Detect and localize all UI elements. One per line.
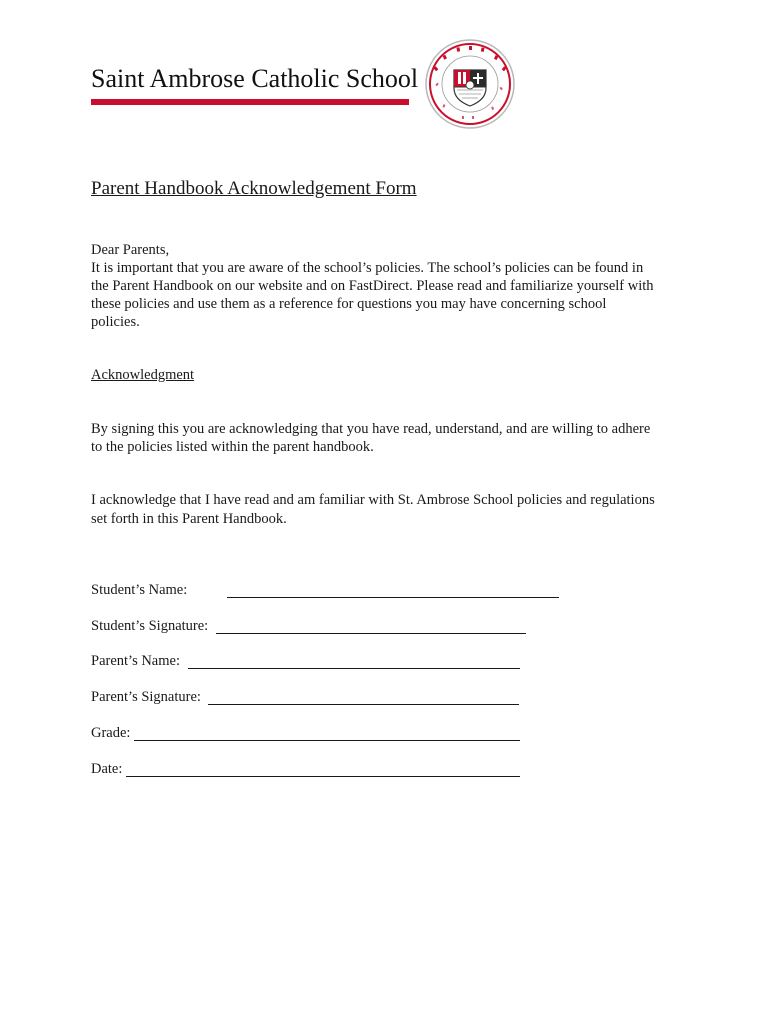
header-rule: [91, 99, 409, 105]
parent-name-field[interactable]: [188, 668, 520, 669]
intro-line: policies.: [91, 314, 140, 330]
student-signature-field[interactable]: [216, 633, 526, 634]
parent-name-label: Parent’s Name:: [91, 653, 180, 669]
school-crest-icon: [424, 38, 516, 130]
parent-signature-field[interactable]: [208, 704, 519, 705]
grade-label: Grade:: [91, 725, 131, 741]
date-label: Date:: [91, 761, 123, 777]
school-name: Saint Ambrose Catholic School: [91, 64, 419, 93]
intro-line: the Parent Handbook on our website and on FastDirect. Please read and familiarize yourself with: [91, 278, 654, 294]
ack-paragraph-line: By signing this you are acknowledging that you have read, understand, and are willing to adhere: [91, 421, 651, 437]
ack-heading: Acknowledgment: [91, 367, 195, 383]
student-signature-label: Student’s Signature:: [91, 618, 209, 634]
student-name-label: Student’s Name:: [91, 582, 188, 598]
date-field[interactable]: [126, 776, 520, 777]
statement-line: set forth in this Parent Handbook.: [91, 511, 287, 527]
statement-line: I acknowledge that I have read and am familiar with St. Ambrose School policies and regulations: [91, 492, 655, 508]
parent-signature-label: Parent’s Signature:: [91, 689, 201, 705]
grade-field[interactable]: [134, 740, 520, 741]
ack-paragraph-line: to the policies listed within the parent handbook.: [91, 439, 374, 455]
form-title: Parent Handbook Acknowledgement Form: [91, 178, 417, 199]
student-name-field[interactable]: [227, 597, 559, 598]
intro-line: these policies and use them as a reference for questions you may have concerning school: [91, 296, 607, 312]
intro-line: It is important that you are aware of the school’s policies. The school’s policies can be found in: [91, 260, 644, 276]
greeting: Dear Parents,: [91, 242, 170, 258]
